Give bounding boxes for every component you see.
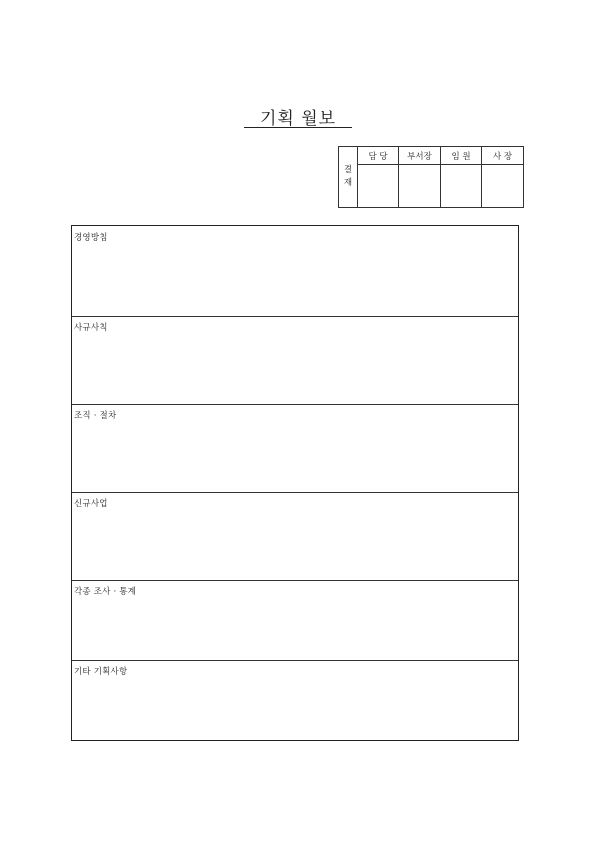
approval-sign-dept-head[interactable] [399,165,441,208]
approval-label [339,147,358,208]
section-label: 신규사업 [74,499,108,509]
document-title: 기획 월보 [259,109,337,129]
approval-label-bottom: 재 [343,178,353,188]
section-new-business[interactable] [72,492,518,580]
section-management-policy[interactable] [72,226,518,316]
title-underline [244,127,352,128]
approval-label-top: 결 [343,165,353,175]
section-surveys-statistics[interactable] [72,580,518,660]
approval-sign-president[interactable] [482,165,524,208]
approval-col-executive: 임 원 [441,147,482,165]
section-label: 기타 기획사항 [74,667,128,677]
approval-col-president: 사 장 [482,147,524,165]
approval-col-dept-head: 부서장 [399,147,441,165]
section-label: 경영방침 [74,233,108,243]
approval-sign-staff[interactable] [358,165,399,208]
section-other-planning[interactable] [72,660,518,740]
approval-sign-executive[interactable] [441,165,482,208]
approval-col-staff: 담 당 [358,147,399,165]
report-form [71,225,519,741]
section-label: 조직 · 절차 [74,411,117,421]
section-company-rules[interactable] [72,316,518,404]
approval-table [338,146,524,208]
section-organization-procedure[interactable] [72,404,518,492]
section-label: 사규사칙 [74,323,108,333]
section-label: 각종 조사 · 통계 [74,587,137,597]
